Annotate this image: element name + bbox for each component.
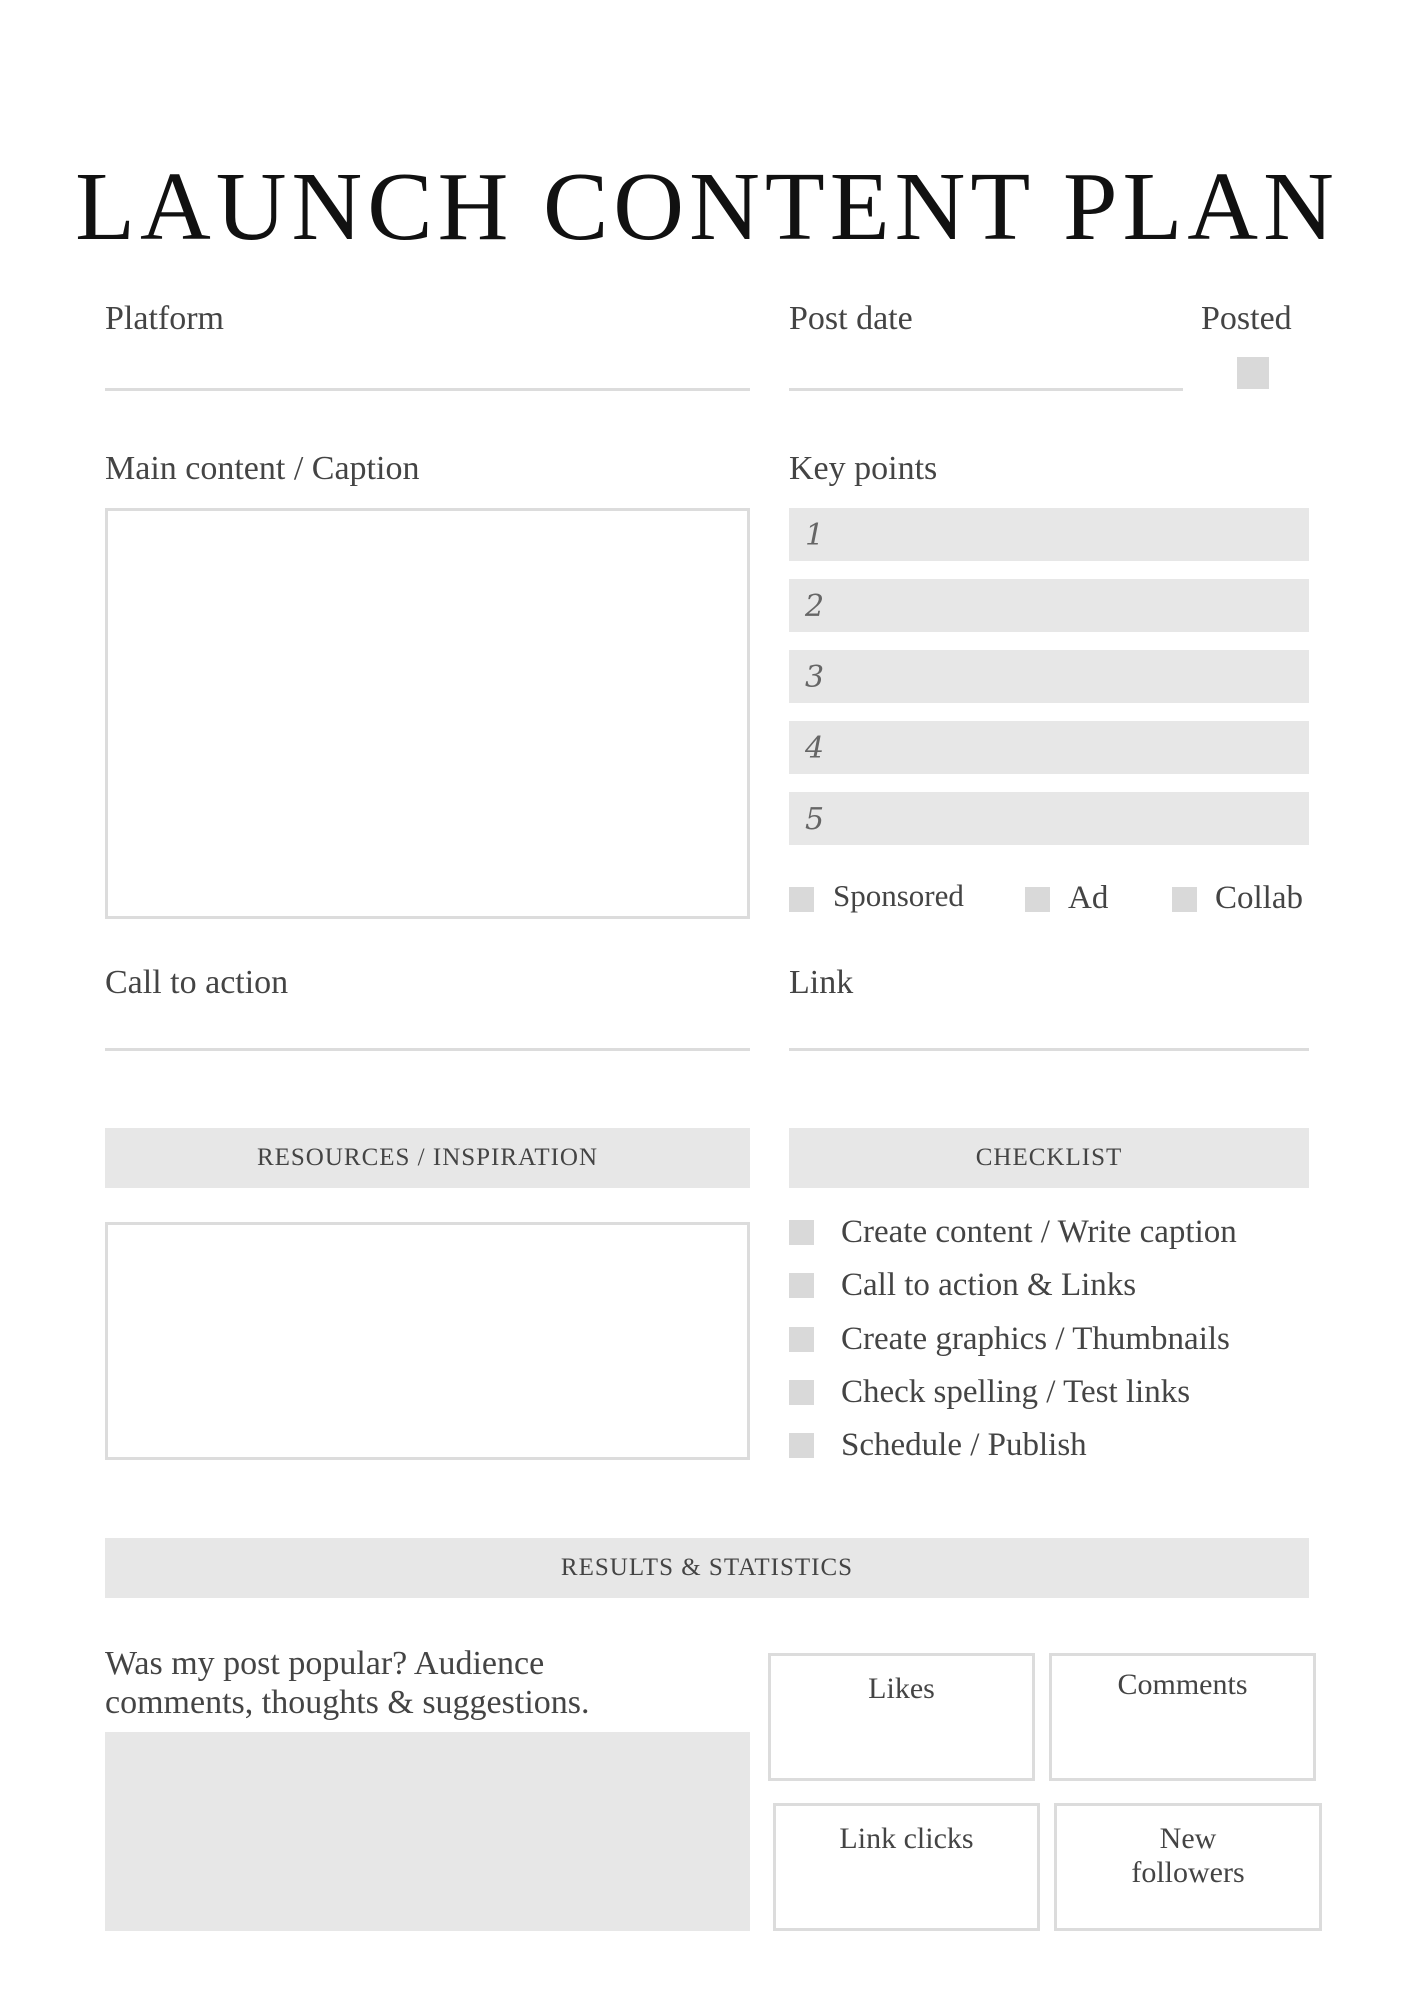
key-point-3[interactable] (789, 650, 1309, 703)
checklist-item-label: Check spelling / Test links (841, 1374, 1191, 1410)
checklist-checkbox-create-content[interactable] (789, 1220, 814, 1245)
comments-box[interactable] (1049, 1653, 1316, 1781)
key-point-1[interactable] (789, 508, 1309, 561)
checklist-item-label: Call to action & Links (841, 1267, 1137, 1303)
checklist-header: CHECKLIST (789, 1128, 1309, 1188)
link-clicks-box[interactable] (773, 1803, 1040, 1931)
key-point-2[interactable] (789, 579, 1309, 632)
new-followers-label-line2: followers (1131, 1856, 1245, 1889)
ad-checkbox[interactable] (1025, 887, 1050, 912)
post-date-field[interactable] (789, 388, 1183, 391)
main-content-textarea[interactable] (105, 508, 750, 919)
main-content-label: Main content / Caption (105, 450, 420, 487)
posted-label: Posted (1201, 300, 1292, 337)
page-title: LAUNCH CONTENT PLAN (75, 152, 1339, 261)
comments-label: Comments (1117, 1668, 1248, 1701)
likes-box[interactable] (768, 1653, 1035, 1781)
call-to-action-field[interactable] (105, 1048, 750, 1051)
sponsored-checkbox[interactable] (789, 887, 814, 912)
collab-checkbox[interactable] (1172, 887, 1197, 912)
link-label: Link (789, 964, 854, 1001)
checklist-checkbox-create-graphics[interactable] (789, 1327, 814, 1352)
checklist-item-label: Create content / Write caption (841, 1214, 1237, 1250)
checklist-item-label: Schedule / Publish (841, 1427, 1087, 1463)
results-header: RESULTS & STATISTICS (105, 1538, 1309, 1598)
platform-field[interactable] (105, 388, 750, 391)
ad-label: Ad (1068, 880, 1109, 916)
key-point-4[interactable] (789, 721, 1309, 774)
call-to-action-label: Call to action (105, 964, 289, 1001)
checklist-checkbox-schedule[interactable] (789, 1433, 814, 1458)
key-point-number: 2 (805, 589, 825, 624)
feedback-prompt-line2: comments, thoughts & suggestions. (105, 1684, 590, 1721)
posted-checkbox[interactable] (1237, 357, 1269, 389)
feedback-textarea[interactable] (105, 1732, 750, 1931)
post-date-label: Post date (789, 300, 913, 337)
likes-label: Likes (868, 1672, 935, 1705)
platform-label: Platform (105, 300, 224, 337)
link-field[interactable] (789, 1048, 1309, 1051)
key-point-number: 4 (805, 731, 825, 766)
key-points-label: Key points (789, 450, 938, 487)
resources-textarea[interactable] (105, 1222, 750, 1460)
new-followers-label-line1: New (1159, 1822, 1217, 1855)
key-point-5[interactable] (789, 792, 1309, 845)
key-point-number: 5 (805, 802, 825, 837)
checklist-checkbox-check-spelling[interactable] (789, 1380, 814, 1405)
key-point-number: 3 (805, 660, 825, 695)
key-point-number: 1 (805, 518, 825, 553)
feedback-prompt-line1: Was my post popular? Audience (105, 1645, 545, 1682)
sponsored-label: Sponsored (833, 878, 964, 913)
collab-label: Collab (1215, 880, 1303, 916)
link-clicks-label: Link clicks (839, 1822, 974, 1855)
checklist-item-label: Create graphics / Thumbnails (841, 1321, 1230, 1357)
new-followers-box[interactable] (1054, 1803, 1322, 1931)
checklist-checkbox-call-to-action[interactable] (789, 1273, 814, 1298)
resources-header: RESOURCES / INSPIRATION (105, 1128, 750, 1188)
